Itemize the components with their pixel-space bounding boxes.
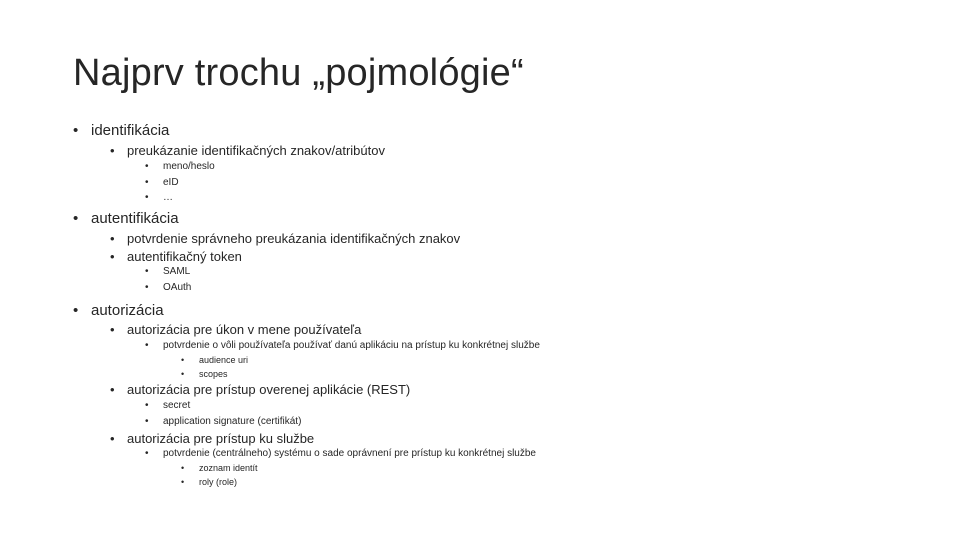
list-item-text: scopes bbox=[199, 369, 228, 379]
list-item-text: potvrdenie (centrálneho) systému o sade oprávnení pre prístup ku konkrétnej službe bbox=[163, 448, 536, 459]
bullet-icon: • bbox=[145, 448, 149, 459]
list-item-text: application signature (certifikát) bbox=[163, 416, 302, 427]
list-item-level3 bbox=[145, 161, 215, 172]
list-item-level3 bbox=[145, 448, 536, 459]
list-item-text: … bbox=[163, 192, 173, 203]
bullet-icon: • bbox=[110, 431, 115, 446]
bullet-icon: • bbox=[73, 122, 79, 139]
list-item-level3 bbox=[145, 192, 173, 203]
list-item-text: audience uri bbox=[199, 355, 249, 365]
bullet-icon: • bbox=[145, 192, 149, 203]
bullet-icon: • bbox=[110, 231, 115, 246]
bullet-icon: • bbox=[145, 266, 149, 277]
list-item-level2 bbox=[110, 249, 242, 264]
bullet-icon: • bbox=[181, 369, 185, 379]
bullet-icon: • bbox=[145, 282, 149, 293]
list-item-text: potvrdenie o vôli používateľa používať danú aplikáciu na prístup ku konkrétnej službe bbox=[163, 340, 540, 351]
bullet-icon: • bbox=[73, 302, 79, 319]
list-item-level3 bbox=[145, 416, 301, 427]
list-item-level1 bbox=[73, 122, 169, 139]
list-item-text: meno/heslo bbox=[163, 161, 215, 172]
list-item-level3 bbox=[145, 266, 190, 277]
bullet-icon: • bbox=[110, 382, 115, 397]
list-item-text: autorizácia pre prístup overenej aplikácie (REST) bbox=[127, 382, 411, 397]
bullet-icon: • bbox=[110, 322, 115, 337]
list-item-text: secret bbox=[163, 400, 191, 411]
list-item-level4 bbox=[181, 369, 228, 379]
list-item-text: identifikácia bbox=[91, 122, 170, 139]
list-item-text: autorizácia pre úkon v mene používateľa bbox=[127, 322, 362, 337]
bullet-icon: • bbox=[110, 249, 115, 264]
list-item-level4 bbox=[181, 355, 248, 365]
list-item-level1 bbox=[73, 302, 164, 319]
bullet-icon: • bbox=[181, 463, 185, 473]
bullet-icon: • bbox=[145, 161, 149, 172]
bullet-icon: • bbox=[181, 355, 185, 365]
bullet-icon: • bbox=[145, 400, 149, 411]
list-item-level4 bbox=[181, 477, 237, 487]
list-item-text: preukázanie identifikačných znakov/atribútov bbox=[127, 143, 385, 158]
list-item-level4 bbox=[181, 463, 258, 473]
list-item-text: zoznam identít bbox=[199, 463, 258, 473]
list-item-level3 bbox=[145, 340, 540, 351]
bullet-icon: • bbox=[73, 210, 79, 227]
list-item-text: autorizácia pre prístup ku službe bbox=[127, 431, 315, 446]
list-item-level3 bbox=[145, 177, 179, 188]
list-item-text: potvrdenie správneho preukázania identifikačných znakov bbox=[127, 231, 461, 246]
list-item-level2 bbox=[110, 231, 460, 246]
list-item-text: eID bbox=[163, 177, 179, 188]
list-item-level3 bbox=[145, 282, 191, 293]
bullet-icon: • bbox=[110, 143, 115, 158]
list-item-text: roly (role) bbox=[199, 477, 238, 487]
list-item-text: autentifikačný token bbox=[127, 249, 242, 264]
bullet-icon: • bbox=[145, 177, 149, 188]
slide-title: Najprv trochu „pojmológie“ bbox=[73, 52, 524, 94]
list-item-level1 bbox=[73, 210, 179, 227]
bullet-icon: • bbox=[181, 477, 185, 487]
list-item-level3 bbox=[145, 400, 190, 411]
list-item-level2 bbox=[110, 382, 410, 397]
list-item-level2 bbox=[110, 431, 314, 446]
list-item-text: autentifikácia bbox=[91, 210, 179, 227]
list-item-text: OAuth bbox=[163, 282, 192, 293]
bullet-icon: • bbox=[145, 340, 149, 351]
list-item-level2 bbox=[110, 322, 361, 337]
list-item-text: SAML bbox=[163, 266, 191, 277]
bullet-icon: • bbox=[145, 416, 149, 427]
list-item-level2 bbox=[110, 143, 385, 158]
list-item-text: autorizácia bbox=[91, 302, 164, 319]
